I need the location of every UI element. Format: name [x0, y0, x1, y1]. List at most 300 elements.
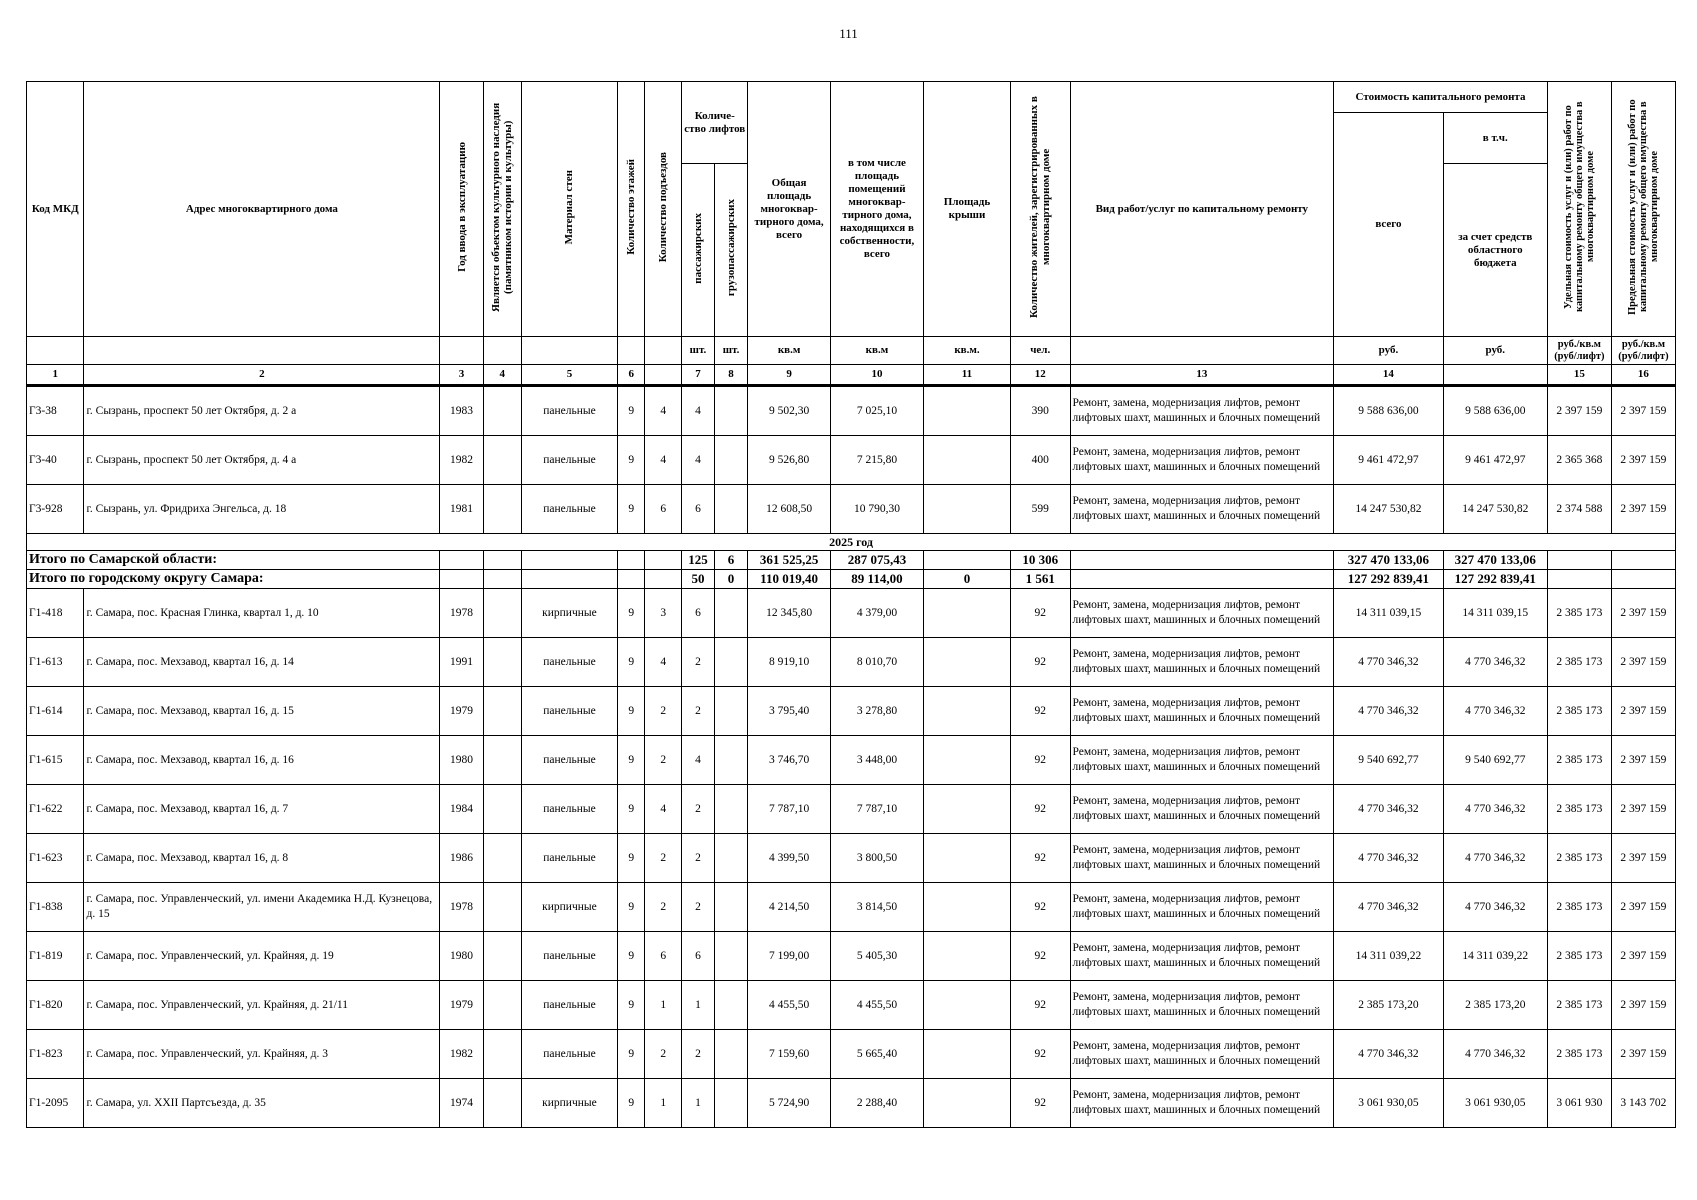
cell-work-type: Ремонт, замена, модернизация лифтов, ремонт лифтовых шахт, машинных и блочных помещений: [1070, 386, 1334, 436]
cell-freight-lifts: [714, 589, 748, 638]
header-total-area: Общая площадь многоквар-тирного дома, всего: [748, 82, 830, 337]
cell-year: 1981: [440, 485, 483, 534]
cell-limit-cost: 2 397 159: [1611, 785, 1675, 834]
cell-freight-lifts: [714, 785, 748, 834]
unit-cell: руб.: [1334, 337, 1444, 365]
table-row: [27, 386, 1676, 436]
cell-total-area: 9 526,80: [748, 436, 830, 485]
cell-code: Г1-820: [27, 981, 84, 1030]
cell-entrances: 2: [645, 834, 682, 883]
cell-year: 1982: [440, 436, 483, 485]
cell-heritage: [483, 981, 521, 1030]
cell-limit-cost: 2 397 159: [1611, 932, 1675, 981]
cell-passenger-lifts: 2: [682, 883, 715, 932]
cell-wall-material: панельные: [521, 834, 618, 883]
cell-work-type: Ремонт, замена, модернизация лифтов, ремонт лифтовых шахт, машинных и блочных помещений: [1070, 785, 1334, 834]
unit-cell: руб./кв.м (руб/лифт): [1547, 337, 1611, 365]
cell-cost-regional: 4 770 346,32: [1443, 687, 1547, 736]
total-cell: 287 075,43: [830, 551, 923, 570]
cell-cost-regional: 9 461 472,97: [1443, 436, 1547, 485]
header-entrances: Количество подъездов: [657, 151, 670, 263]
cell-cost-regional: 4 770 346,32: [1443, 638, 1547, 687]
cell-wall-material: панельные: [521, 485, 618, 534]
capital-repair-register-table: [26, 81, 1676, 1128]
header-limit-cost: Предельная стоимость услуг и (или) работ по капитальному ремонту общего имущества в многоквартирном доме: [1626, 99, 1660, 315]
cell-residents: 92: [1010, 589, 1070, 638]
cell-passenger-lifts: 2: [682, 834, 715, 883]
header-work-type: Вид работ/услуг по капитальному ремонту: [1070, 82, 1334, 337]
cell-address: г. Самара, пос. Управленческий, ул. Крайняя, д. 3: [84, 1030, 440, 1079]
header-residents: Количество жителей, зарегистрированных в многоквартирном доме: [1028, 96, 1053, 318]
cell-roof-area: [924, 981, 1011, 1030]
column-number: 7: [682, 365, 715, 386]
cell-limit-cost: 2 397 159: [1611, 687, 1675, 736]
cell-owned-area: 3 278,80: [830, 687, 923, 736]
cell-unit-cost: 2 365 368: [1547, 436, 1611, 485]
cell-owned-area: 2 288,40: [830, 1079, 923, 1128]
cell-address: г. Сызрань, ул. Фридриха Энгельса, д. 18: [84, 485, 440, 534]
cell-year: 1978: [440, 883, 483, 932]
cell-year: 1979: [440, 687, 483, 736]
cell-heritage: [483, 485, 521, 534]
cell-unit-cost: 2 374 588: [1547, 485, 1611, 534]
cell-address: г. Самара, пос. Мехзавод, квартал 16, д. 7: [84, 785, 440, 834]
total-cell: 0: [714, 570, 748, 589]
cell-cost-regional: 14 311 039,15: [1443, 589, 1547, 638]
cell-floors: 9: [618, 736, 645, 785]
cell-floors: 9: [618, 638, 645, 687]
header-lifts: Количе-ство лифтов: [682, 82, 748, 164]
header-heritage: Является объектом культурного наследия (памятником истории и культуры): [490, 102, 515, 312]
table-body-2025: [27, 589, 1676, 1128]
total-cell: 127 292 839,41: [1334, 570, 1444, 589]
cell-total-area: 4 455,50: [748, 981, 830, 1030]
cell-floors: 9: [618, 485, 645, 534]
cell-code: Г1-613: [27, 638, 84, 687]
cell-entrances: 2: [645, 883, 682, 932]
cell-unit-cost: 2 385 173: [1547, 589, 1611, 638]
table-row: [27, 687, 1676, 736]
total-cell: 50: [682, 570, 715, 589]
cell-total-area: 3 795,40: [748, 687, 830, 736]
cell-freight-lifts: [714, 638, 748, 687]
cell-roof-area: [924, 932, 1011, 981]
column-number: 6: [618, 365, 645, 386]
cell-cost-regional: 4 770 346,32: [1443, 834, 1547, 883]
cell-floors: 9: [618, 932, 645, 981]
cell-freight-lifts: [714, 386, 748, 436]
cell-passenger-lifts: 2: [682, 785, 715, 834]
cell-freight-lifts: [714, 883, 748, 932]
cell-year: 1980: [440, 932, 483, 981]
cell-work-type: Ремонт, замена, модернизация лифтов, ремонт лифтовых шахт, машинных и блочных помещений: [1070, 981, 1334, 1030]
cell-cost-regional: 4 770 346,32: [1443, 785, 1547, 834]
cell-code: Г1-623: [27, 834, 84, 883]
cell-passenger-lifts: 1: [682, 1079, 715, 1128]
cell-floors: 9: [618, 1079, 645, 1128]
total-cell: 1 561: [1010, 570, 1070, 589]
cell-passenger-lifts: 6: [682, 589, 715, 638]
table-row: [27, 736, 1676, 785]
column-number: 13: [1070, 365, 1334, 386]
cell-freight-lifts: [714, 687, 748, 736]
column-number: 1: [27, 365, 84, 386]
cell-cost-total: 4 770 346,32: [1334, 883, 1444, 932]
column-numbers-row: [27, 365, 1676, 386]
cell-unit-cost: 2 385 173: [1547, 1030, 1611, 1079]
cell-residents: 92: [1010, 687, 1070, 736]
cell-limit-cost: 2 397 159: [1611, 638, 1675, 687]
column-number: 12: [1010, 365, 1070, 386]
total-cell: 0: [924, 570, 1011, 589]
column-number: 11: [924, 365, 1011, 386]
cell-passenger-lifts: 6: [682, 932, 715, 981]
cell-residents: 92: [1010, 638, 1070, 687]
total-cell: 89 114,00: [830, 570, 923, 589]
cell-owned-area: 3 800,50: [830, 834, 923, 883]
cell-floors: 9: [618, 589, 645, 638]
cell-cost-total: 4 770 346,32: [1334, 1030, 1444, 1079]
cell-unit-cost: 2 385 173: [1547, 785, 1611, 834]
cell-entrances: 4: [645, 638, 682, 687]
cell-limit-cost: 2 397 159: [1611, 589, 1675, 638]
cell-work-type: Ремонт, замена, модернизация лифтов, ремонт лифтовых шахт, машинных и блочных помещений: [1070, 436, 1334, 485]
column-number: 10: [830, 365, 923, 386]
cell-total-area: 4 399,50: [748, 834, 830, 883]
cell-address: г. Самара, пос. Мехзавод, квартал 16, д. 16: [84, 736, 440, 785]
cell-cost-total: 14 311 039,22: [1334, 932, 1444, 981]
column-number: [645, 365, 682, 386]
header-wall-material: Материал стен: [563, 169, 576, 245]
table-row: [27, 834, 1676, 883]
cell-address: г. Сызрань, проспект 50 лет Октября, д. 4 а: [84, 436, 440, 485]
cell-wall-material: панельные: [521, 436, 618, 485]
cell-unit-cost: 2 385 173: [1547, 638, 1611, 687]
cell-total-area: 8 919,10: [748, 638, 830, 687]
header-year: Год ввода в эксплуатацию: [455, 142, 468, 272]
cell-roof-area: [924, 883, 1011, 932]
cell-unit-cost: 2 385 173: [1547, 736, 1611, 785]
cell-work-type: Ремонт, замена, модернизация лифтов, ремонт лифтовых шахт, машинных и блочных помещений: [1070, 932, 1334, 981]
column-number: 14: [1334, 365, 1444, 386]
cell-year: 1974: [440, 1079, 483, 1128]
column-number: 8: [714, 365, 748, 386]
cell-entrances: 2: [645, 687, 682, 736]
cell-unit-cost: 2 385 173: [1547, 834, 1611, 883]
total-label: Итого по Самарской области:: [27, 551, 440, 570]
unit-cell: руб.: [1443, 337, 1547, 365]
cell-wall-material: панельные: [521, 785, 618, 834]
cell-residents: 390: [1010, 386, 1070, 436]
cell-freight-lifts: [714, 1030, 748, 1079]
cell-wall-material: панельные: [521, 386, 618, 436]
table-body-2024: [27, 386, 1676, 534]
cell-owned-area: 10 790,30: [830, 485, 923, 534]
cell-heritage: [483, 1079, 521, 1128]
cell-address: г. Сызрань, проспект 50 лет Октября, д. 2 а: [84, 386, 440, 436]
column-number: 2: [84, 365, 440, 386]
header-roof-area: Площадь крыши: [924, 82, 1011, 337]
total-region-row: [27, 551, 1676, 570]
cell-owned-area: 4 379,00: [830, 589, 923, 638]
cell-owned-area: 3 448,00: [830, 736, 923, 785]
cell-total-area: 9 502,30: [748, 386, 830, 436]
cell-entrances: 4: [645, 436, 682, 485]
cell-floors: 9: [618, 785, 645, 834]
cell-passenger-lifts: 4: [682, 736, 715, 785]
cell-cost-total: 9 461 472,97: [1334, 436, 1444, 485]
cell-cost-total: 4 770 346,32: [1334, 638, 1444, 687]
cell-cost-regional: 2 385 173,20: [1443, 981, 1547, 1030]
cell-year: 1980: [440, 736, 483, 785]
cell-code: Г1-2095: [27, 1079, 84, 1128]
table-row: [27, 436, 1676, 485]
cell-roof-area: [924, 436, 1011, 485]
cell-residents: 92: [1010, 736, 1070, 785]
cell-wall-material: панельные: [521, 1030, 618, 1079]
header-cost-total: всего: [1334, 113, 1444, 337]
cell-owned-area: 4 455,50: [830, 981, 923, 1030]
total-cell: 361 525,25: [748, 551, 830, 570]
cell-code: Г1-615: [27, 736, 84, 785]
table-row: [27, 785, 1676, 834]
cell-total-area: 7 199,00: [748, 932, 830, 981]
cell-cost-total: 4 770 346,32: [1334, 687, 1444, 736]
cell-heritage: [483, 1030, 521, 1079]
cell-cost-total: 2 385 173,20: [1334, 981, 1444, 1030]
cell-cost-total: 9 540 692,77: [1334, 736, 1444, 785]
cell-unit-cost: 2 385 173: [1547, 687, 1611, 736]
cell-heritage: [483, 687, 521, 736]
cell-work-type: Ремонт, замена, модернизация лифтов, ремонт лифтовых шахт, машинных и блочных помещений: [1070, 883, 1334, 932]
table-header: [27, 82, 1676, 386]
cell-entrances: 4: [645, 785, 682, 834]
cell-roof-area: [924, 1030, 1011, 1079]
header-owned-area: в том числе площадь помещений многоквар-тирного дома, находящихся в собственности, всего: [830, 82, 923, 337]
cell-entrances: 2: [645, 1030, 682, 1079]
cell-unit-cost: 2 397 159: [1547, 386, 1611, 436]
cell-work-type: Ремонт, замена, модернизация лифтов, ремонт лифтовых шахт, машинных и блочных помещений: [1070, 736, 1334, 785]
cell-cost-regional: 3 061 930,05: [1443, 1079, 1547, 1128]
header-incl: в т.ч.: [1443, 113, 1547, 164]
cell-code: Г3-928: [27, 485, 84, 534]
table-row: [27, 589, 1676, 638]
cell-limit-cost: 2 397 159: [1611, 436, 1675, 485]
cell-unit-cost: 2 385 173: [1547, 981, 1611, 1030]
cell-passenger-lifts: 6: [682, 485, 715, 534]
cell-unit-cost: 2 385 173: [1547, 883, 1611, 932]
cell-wall-material: панельные: [521, 638, 618, 687]
cell-entrances: 6: [645, 485, 682, 534]
cell-wall-material: панельные: [521, 932, 618, 981]
table-row: [27, 981, 1676, 1030]
cell-work-type: Ремонт, замена, модернизация лифтов, ремонт лифтовых шахт, машинных и блочных помещений: [1070, 834, 1334, 883]
cell-floors: 9: [618, 834, 645, 883]
units-row: [27, 337, 1676, 365]
total-cell: 10 306: [1010, 551, 1070, 570]
cell-wall-material: кирпичные: [521, 1079, 618, 1128]
cell-residents: 92: [1010, 785, 1070, 834]
cell-code: Г1-418: [27, 589, 84, 638]
cell-heritage: [483, 834, 521, 883]
cell-cost-regional: 9 540 692,77: [1443, 736, 1547, 785]
table-row: [27, 932, 1676, 981]
cell-residents: 92: [1010, 883, 1070, 932]
column-number: 9: [748, 365, 830, 386]
cell-limit-cost: 2 397 159: [1611, 981, 1675, 1030]
total-cell: 110 019,40: [748, 570, 830, 589]
cell-freight-lifts: [714, 436, 748, 485]
cell-address: г. Самара, пос. Красная Глинка, квартал 1, д. 10: [84, 589, 440, 638]
year-label: 2025 год: [27, 534, 1676, 551]
cell-entrances: 4: [645, 386, 682, 436]
cell-cost-total: 14 311 039,15: [1334, 589, 1444, 638]
cell-code: Г1-819: [27, 932, 84, 981]
cell-heritage: [483, 436, 521, 485]
cell-freight-lifts: [714, 1079, 748, 1128]
cell-heritage: [483, 736, 521, 785]
cell-cost-total: 3 061 930,05: [1334, 1079, 1444, 1128]
cell-year: 1978: [440, 589, 483, 638]
cell-code: Г1-838: [27, 883, 84, 932]
table-row: [27, 485, 1676, 534]
page-number: 111: [839, 26, 858, 41]
cell-unit-cost: 3 061 930: [1547, 1079, 1611, 1128]
cell-work-type: Ремонт, замена, модернизация лифтов, ремонт лифтовых шахт, машинных и блочных помещений: [1070, 589, 1334, 638]
cell-roof-area: [924, 386, 1011, 436]
table-row: [27, 638, 1676, 687]
cell-cost-total: 4 770 346,32: [1334, 785, 1444, 834]
header-regional-budget: за счет средств областного бюджета: [1443, 164, 1547, 337]
cell-heritage: [483, 638, 521, 687]
cell-total-area: 12 345,80: [748, 589, 830, 638]
header-unit-cost: Удельная стоимость услуг и (или) работ по капитальному ремонту общего имущества в многоквартирном доме: [1562, 101, 1596, 313]
unit-cell: шт.: [714, 337, 748, 365]
cell-limit-cost: 3 143 702: [1611, 1079, 1675, 1128]
cell-code: Г1-622: [27, 785, 84, 834]
cell-address: г. Самара, пос. Управленческий, ул. Крайняя, д. 21/11: [84, 981, 440, 1030]
cell-entrances: 6: [645, 932, 682, 981]
cell-passenger-lifts: 1: [682, 981, 715, 1030]
cell-year: 1983: [440, 386, 483, 436]
cell-cost-regional: 9 588 636,00: [1443, 386, 1547, 436]
cell-address: г. Самара, пос. Мехзавод, квартал 16, д. 8: [84, 834, 440, 883]
total-cell: 125: [682, 551, 715, 570]
cell-year: 1986: [440, 834, 483, 883]
cell-roof-area: [924, 736, 1011, 785]
cell-heritage: [483, 386, 521, 436]
cell-total-area: 4 214,50: [748, 883, 830, 932]
cell-floors: 9: [618, 1030, 645, 1079]
cell-limit-cost: 2 397 159: [1611, 386, 1675, 436]
header-passenger: пассажирских: [691, 212, 704, 284]
table-row: [27, 883, 1676, 932]
cell-cost-regional: 14 247 530,82: [1443, 485, 1547, 534]
unit-cell: кв.м: [748, 337, 830, 365]
cell-work-type: Ремонт, замена, модернизация лифтов, ремонт лифтовых шахт, машинных и блочных помещений: [1070, 485, 1334, 534]
cell-code: Г3-38: [27, 386, 84, 436]
header-floors: Количество этажей: [625, 159, 638, 255]
cell-entrances: 2: [645, 736, 682, 785]
cell-cost-total: 9 588 636,00: [1334, 386, 1444, 436]
cell-residents: 400: [1010, 436, 1070, 485]
cell-address: г. Самара, пос. Управленческий, ул. Крайняя, д. 19: [84, 932, 440, 981]
cell-owned-area: 5 665,40: [830, 1030, 923, 1079]
cell-wall-material: панельные: [521, 736, 618, 785]
cell-owned-area: 3 814,50: [830, 883, 923, 932]
cell-limit-cost: 2 397 159: [1611, 485, 1675, 534]
cell-roof-area: [924, 785, 1011, 834]
cell-residents: 92: [1010, 1030, 1070, 1079]
cell-work-type: Ремонт, замена, модернизация лифтов, ремонт лифтовых шахт, машинных и блочных помещений: [1070, 687, 1334, 736]
cell-entrances: 1: [645, 1079, 682, 1128]
cell-cost-regional: 4 770 346,32: [1443, 883, 1547, 932]
cell-address: г. Самара, пос. Мехзавод, квартал 16, д. 14: [84, 638, 440, 687]
cell-heritage: [483, 932, 521, 981]
cell-heritage: [483, 785, 521, 834]
cell-freight-lifts: [714, 485, 748, 534]
unit-cell: кв.м.: [924, 337, 1011, 365]
cell-unit-cost: 2 385 173: [1547, 932, 1611, 981]
cell-passenger-lifts: 2: [682, 1030, 715, 1079]
cell-limit-cost: 2 397 159: [1611, 736, 1675, 785]
cell-floors: 9: [618, 436, 645, 485]
cell-wall-material: кирпичные: [521, 883, 618, 932]
cell-floors: 9: [618, 981, 645, 1030]
cell-limit-cost: 2 397 159: [1611, 834, 1675, 883]
cell-total-area: 5 724,90: [748, 1079, 830, 1128]
cell-heritage: [483, 883, 521, 932]
cell-cost-total: 4 770 346,32: [1334, 834, 1444, 883]
total-label: Итого по городскому округу Самара:: [27, 570, 440, 589]
cell-floors: 9: [618, 883, 645, 932]
header-freight-passenger: грузопассажирских: [725, 199, 738, 297]
cell-year: 1979: [440, 981, 483, 1030]
total-city-row: [27, 570, 1676, 589]
cell-wall-material: панельные: [521, 981, 618, 1030]
cell-total-area: 12 608,50: [748, 485, 830, 534]
cell-roof-area: [924, 834, 1011, 883]
cell-freight-lifts: [714, 981, 748, 1030]
cell-floors: 9: [618, 386, 645, 436]
table-row: [27, 1030, 1676, 1079]
cell-passenger-lifts: 4: [682, 386, 715, 436]
column-number: 16: [1611, 365, 1675, 386]
unit-cell: чел.: [1010, 337, 1070, 365]
total-cell: 127 292 839,41: [1443, 570, 1547, 589]
cell-roof-area: [924, 485, 1011, 534]
column-number: 4: [483, 365, 521, 386]
cell-address: г. Самара, пос. Мехзавод, квартал 16, д. 15: [84, 687, 440, 736]
cell-owned-area: 7 215,80: [830, 436, 923, 485]
cell-roof-area: [924, 589, 1011, 638]
cell-total-area: 3 746,70: [748, 736, 830, 785]
total-cell: 327 470 133,06: [1334, 551, 1444, 570]
cell-owned-area: 8 010,70: [830, 638, 923, 687]
cell-roof-area: [924, 1079, 1011, 1128]
total-cell: 327 470 133,06: [1443, 551, 1547, 570]
cell-roof-area: [924, 687, 1011, 736]
cell-work-type: Ремонт, замена, модернизация лифтов, ремонт лифтовых шахт, машинных и блочных помещений: [1070, 1079, 1334, 1128]
cell-work-type: Ремонт, замена, модернизация лифтов, ремонт лифтовых шахт, машинных и блочных помещений: [1070, 638, 1334, 687]
column-number: 3: [440, 365, 483, 386]
cell-residents: 92: [1010, 834, 1070, 883]
total-cell: 6: [714, 551, 748, 570]
header-code: Код МКД: [27, 82, 84, 337]
cell-cost-total: 14 247 530,82: [1334, 485, 1444, 534]
cell-freight-lifts: [714, 932, 748, 981]
cell-limit-cost: 2 397 159: [1611, 1030, 1675, 1079]
